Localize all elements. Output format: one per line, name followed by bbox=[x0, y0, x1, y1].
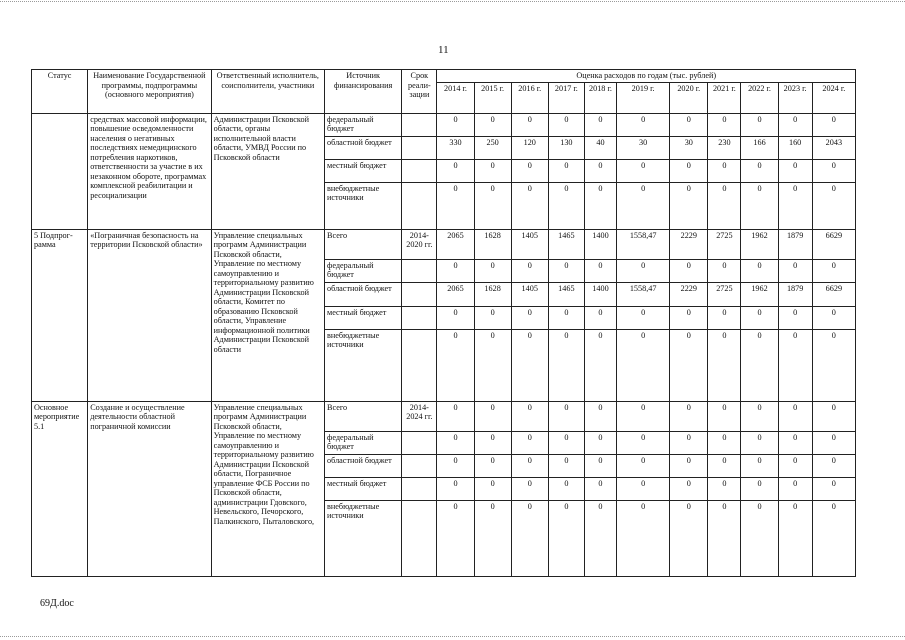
row-term bbox=[402, 182, 437, 229]
row-term bbox=[402, 259, 437, 282]
page-number: 11 bbox=[438, 44, 449, 56]
value-cell: 0 bbox=[812, 401, 855, 431]
value-cell: 1400 bbox=[584, 229, 616, 259]
value-cell: 0 bbox=[548, 113, 584, 136]
value-cell: 0 bbox=[474, 500, 511, 576]
header-year: 2020 г. bbox=[670, 82, 708, 113]
value-cell: 0 bbox=[708, 182, 741, 229]
value-cell: 0 bbox=[670, 477, 708, 500]
row-source: федеральный бюджет bbox=[325, 431, 402, 454]
value-cell: 0 bbox=[670, 454, 708, 477]
value-cell: 0 bbox=[437, 500, 474, 576]
row-name: Создание и осуществление деятельности областной пограничной комиссии bbox=[88, 401, 211, 576]
header-status: Статус bbox=[32, 70, 88, 114]
value-cell: 1405 bbox=[511, 229, 548, 259]
value-cell: 2229 bbox=[670, 229, 708, 259]
value-cell: 1879 bbox=[778, 229, 812, 259]
row-term bbox=[402, 113, 437, 136]
value-cell: 0 bbox=[548, 500, 584, 576]
value-cell: 0 bbox=[548, 454, 584, 477]
value-cell: 0 bbox=[548, 182, 584, 229]
value-cell: 130 bbox=[548, 136, 584, 159]
value-cell: 0 bbox=[670, 113, 708, 136]
value-cell: 0 bbox=[437, 259, 474, 282]
value-cell: 40 bbox=[584, 136, 616, 159]
value-cell: 0 bbox=[617, 113, 670, 136]
value-cell: 0 bbox=[812, 182, 855, 229]
header-year: 2022 г. bbox=[741, 82, 778, 113]
scan-bottom-edge bbox=[0, 636, 905, 637]
value-cell: 2229 bbox=[670, 282, 708, 306]
row-term bbox=[402, 500, 437, 576]
value-cell: 0 bbox=[584, 259, 616, 282]
value-cell: 2725 bbox=[708, 282, 741, 306]
value-cell: 0 bbox=[617, 329, 670, 401]
value-cell: 0 bbox=[670, 306, 708, 329]
value-cell: 0 bbox=[474, 182, 511, 229]
row-source: внебюджетные источники bbox=[325, 500, 402, 576]
row-status: 5 Подпрог-рамма bbox=[32, 229, 88, 401]
value-cell: 330 bbox=[437, 136, 474, 159]
value-cell: 1558,47 bbox=[617, 229, 670, 259]
value-cell: 0 bbox=[617, 182, 670, 229]
row-name: «Пограничная безопасность на территории Псковской области» bbox=[88, 229, 211, 401]
value-cell: 0 bbox=[741, 500, 778, 576]
row-source: областной бюджет bbox=[325, 136, 402, 159]
value-cell: 0 bbox=[812, 431, 855, 454]
value-cell: 0 bbox=[617, 431, 670, 454]
row-term bbox=[402, 136, 437, 159]
value-cell: 2065 bbox=[437, 229, 474, 259]
row-term bbox=[402, 329, 437, 401]
value-cell: 0 bbox=[708, 306, 741, 329]
value-cell: 0 bbox=[708, 401, 741, 431]
value-cell: 0 bbox=[617, 454, 670, 477]
value-cell: 0 bbox=[617, 259, 670, 282]
row-source: местный бюджет bbox=[325, 306, 402, 329]
value-cell: 0 bbox=[474, 159, 511, 182]
value-cell: 0 bbox=[670, 182, 708, 229]
header-year: 2015 г. bbox=[474, 82, 511, 113]
value-cell: 0 bbox=[778, 454, 812, 477]
row-source: местный бюджет bbox=[325, 159, 402, 182]
value-cell: 1962 bbox=[741, 282, 778, 306]
value-cell: 1405 bbox=[511, 282, 548, 306]
row-term bbox=[402, 282, 437, 306]
value-cell: 0 bbox=[617, 401, 670, 431]
value-cell: 30 bbox=[617, 136, 670, 159]
row-source: внебюджетные источники bbox=[325, 182, 402, 229]
value-cell: 0 bbox=[474, 477, 511, 500]
value-cell: 0 bbox=[548, 329, 584, 401]
row-term: 2014-2020 гг. bbox=[402, 229, 437, 259]
row-term bbox=[402, 431, 437, 454]
value-cell: 0 bbox=[708, 431, 741, 454]
value-cell: 0 bbox=[778, 182, 812, 229]
row-term bbox=[402, 454, 437, 477]
footer-filename: 69Д.doc bbox=[40, 598, 74, 609]
value-cell: 0 bbox=[741, 401, 778, 431]
value-cell: 0 bbox=[812, 477, 855, 500]
value-cell: 0 bbox=[741, 477, 778, 500]
value-cell: 0 bbox=[741, 431, 778, 454]
value-cell: 0 bbox=[778, 159, 812, 182]
value-cell: 0 bbox=[708, 329, 741, 401]
header-year: 2016 г. bbox=[511, 82, 548, 113]
value-cell: 0 bbox=[670, 431, 708, 454]
value-cell: 0 bbox=[437, 329, 474, 401]
value-cell: 0 bbox=[812, 329, 855, 401]
row-source: Всего bbox=[325, 229, 402, 259]
value-cell: 1558,47 bbox=[617, 282, 670, 306]
value-cell: 0 bbox=[812, 306, 855, 329]
value-cell: 0 bbox=[708, 113, 741, 136]
row-source: областной бюджет bbox=[325, 454, 402, 477]
row-source: внебюджетные источники bbox=[325, 329, 402, 401]
row-executor: Управление специальных программ Администрации Псковской области, Управление по местному самоуправлению и территориальному развитию Администрации Псковской области, Комитет по образованию Псковской области, Управление информационной политики Администрации Псковской области bbox=[211, 229, 324, 401]
header-executor: Ответственный исполнитель, соисполнители, участники bbox=[211, 70, 324, 114]
value-cell: 0 bbox=[474, 259, 511, 282]
value-cell: 250 bbox=[474, 136, 511, 159]
header-term: Срок реали-зации bbox=[402, 70, 437, 114]
value-cell: 0 bbox=[548, 306, 584, 329]
row-term: 2014-2024 гг. bbox=[402, 401, 437, 431]
value-cell: 0 bbox=[437, 477, 474, 500]
scan-top-edge bbox=[0, 1, 905, 2]
table-row bbox=[32, 113, 856, 136]
value-cell: 0 bbox=[584, 159, 616, 182]
value-cell: 0 bbox=[584, 401, 616, 431]
row-name: средствах массовой информации, повышение осведомленности населения о негативных последствиях немедицинского потребления наркотиков, ответственности за участие в их незаконном обороте, программах комплексной реабилитации и ресоциализации bbox=[88, 113, 211, 229]
value-cell: 0 bbox=[812, 113, 855, 136]
value-cell: 0 bbox=[584, 113, 616, 136]
value-cell: 0 bbox=[437, 159, 474, 182]
value-cell: 0 bbox=[584, 306, 616, 329]
value-cell: 2725 bbox=[708, 229, 741, 259]
value-cell: 0 bbox=[437, 306, 474, 329]
value-cell: 0 bbox=[708, 454, 741, 477]
value-cell: 0 bbox=[741, 454, 778, 477]
value-cell: 0 bbox=[474, 454, 511, 477]
header-year: 2021 г. bbox=[708, 82, 741, 113]
value-cell: 0 bbox=[812, 159, 855, 182]
value-cell: 0 bbox=[511, 113, 548, 136]
value-cell: 0 bbox=[741, 259, 778, 282]
value-cell: 0 bbox=[778, 477, 812, 500]
table-row bbox=[32, 229, 856, 259]
row-executor: Администрации Псковской области, органы исполнительной власти области, УМВД России по Псковской области bbox=[211, 113, 324, 229]
value-cell: 0 bbox=[548, 159, 584, 182]
header-year: 2014 г. bbox=[437, 82, 474, 113]
header-year: 2019 г. bbox=[617, 82, 670, 113]
value-cell: 0 bbox=[584, 431, 616, 454]
header-estimate: Оценка расходов по годам (тыс. рублей) bbox=[437, 70, 856, 83]
value-cell: 6629 bbox=[812, 282, 855, 306]
value-cell: 1879 bbox=[778, 282, 812, 306]
value-cell: 1465 bbox=[548, 282, 584, 306]
value-cell: 0 bbox=[778, 401, 812, 431]
value-cell: 0 bbox=[474, 306, 511, 329]
value-cell: 0 bbox=[584, 182, 616, 229]
value-cell: 0 bbox=[474, 329, 511, 401]
value-cell: 0 bbox=[708, 159, 741, 182]
value-cell: 0 bbox=[584, 477, 616, 500]
expenses-table bbox=[31, 69, 856, 577]
value-cell: 0 bbox=[474, 113, 511, 136]
value-cell: 0 bbox=[812, 259, 855, 282]
value-cell: 0 bbox=[437, 454, 474, 477]
row-executor: Управление специальных программ Администрации Псковской области, Управление по местному самоуправлению и территориальному развитию Администрации Псковской области, Пограничное управление ФСБ России по Псковской области, администрации Гдовского, Невельского, Печорского, Палкинского, Пыталовского, bbox=[211, 401, 324, 576]
value-cell: 0 bbox=[812, 454, 855, 477]
value-cell: 0 bbox=[584, 454, 616, 477]
header-row-1 bbox=[32, 70, 856, 83]
value-cell: 0 bbox=[437, 182, 474, 229]
value-cell: 0 bbox=[437, 431, 474, 454]
value-cell: 6629 bbox=[812, 229, 855, 259]
header-year: 2018 г. bbox=[584, 82, 616, 113]
value-cell: 0 bbox=[778, 113, 812, 136]
value-cell: 0 bbox=[778, 259, 812, 282]
value-cell: 1962 bbox=[741, 229, 778, 259]
value-cell: 0 bbox=[778, 500, 812, 576]
value-cell: 230 bbox=[708, 136, 741, 159]
value-cell: 0 bbox=[511, 259, 548, 282]
row-source: федеральный бюджет bbox=[325, 113, 402, 136]
value-cell: 160 bbox=[778, 136, 812, 159]
value-cell: 0 bbox=[670, 329, 708, 401]
row-source: Всего bbox=[325, 401, 402, 431]
value-cell: 0 bbox=[511, 159, 548, 182]
value-cell: 0 bbox=[617, 159, 670, 182]
value-cell: 0 bbox=[511, 477, 548, 500]
row-status bbox=[32, 113, 88, 229]
value-cell: 0 bbox=[741, 113, 778, 136]
value-cell: 0 bbox=[741, 159, 778, 182]
value-cell: 0 bbox=[511, 329, 548, 401]
row-source: федеральный бюджет bbox=[325, 259, 402, 282]
header-year: 2017 г. bbox=[548, 82, 584, 113]
value-cell: 0 bbox=[670, 500, 708, 576]
value-cell: 0 bbox=[584, 329, 616, 401]
value-cell: 166 bbox=[741, 136, 778, 159]
value-cell: 0 bbox=[511, 182, 548, 229]
value-cell: 2043 bbox=[812, 136, 855, 159]
value-cell: 1465 bbox=[548, 229, 584, 259]
value-cell: 0 bbox=[670, 259, 708, 282]
header-year: 2023 г. bbox=[778, 82, 812, 113]
value-cell: 0 bbox=[778, 329, 812, 401]
row-status: Основное мероприятие 5.1 bbox=[32, 401, 88, 576]
row-source: местный бюджет bbox=[325, 477, 402, 500]
value-cell: 0 bbox=[708, 477, 741, 500]
value-cell: 1628 bbox=[474, 282, 511, 306]
value-cell: 1628 bbox=[474, 229, 511, 259]
value-cell: 0 bbox=[548, 431, 584, 454]
value-cell: 0 bbox=[617, 500, 670, 576]
value-cell: 0 bbox=[812, 500, 855, 576]
value-cell: 0 bbox=[617, 306, 670, 329]
value-cell: 0 bbox=[778, 306, 812, 329]
value-cell: 0 bbox=[708, 500, 741, 576]
value-cell: 0 bbox=[778, 431, 812, 454]
value-cell: 120 bbox=[511, 136, 548, 159]
value-cell: 0 bbox=[548, 259, 584, 282]
row-term bbox=[402, 477, 437, 500]
value-cell: 0 bbox=[437, 401, 474, 431]
value-cell: 0 bbox=[617, 477, 670, 500]
value-cell: 0 bbox=[708, 259, 741, 282]
value-cell: 0 bbox=[474, 431, 511, 454]
row-term bbox=[402, 159, 437, 182]
value-cell: 1400 bbox=[584, 282, 616, 306]
value-cell: 0 bbox=[741, 182, 778, 229]
header-name: Наименование Государственной программы, подпрограммы (основного мероприятия) bbox=[88, 70, 211, 114]
value-cell: 0 bbox=[584, 500, 616, 576]
value-cell: 0 bbox=[437, 113, 474, 136]
value-cell: 0 bbox=[474, 401, 511, 431]
value-cell: 30 bbox=[670, 136, 708, 159]
value-cell: 0 bbox=[511, 306, 548, 329]
value-cell: 0 bbox=[741, 306, 778, 329]
value-cell: 0 bbox=[511, 454, 548, 477]
value-cell: 0 bbox=[548, 401, 584, 431]
row-term bbox=[402, 306, 437, 329]
header-year: 2024 г. bbox=[812, 82, 855, 113]
value-cell: 0 bbox=[511, 401, 548, 431]
row-source: областной бюджет bbox=[325, 282, 402, 306]
value-cell: 0 bbox=[511, 431, 548, 454]
value-cell: 2065 bbox=[437, 282, 474, 306]
header-source: Источник финансирования bbox=[325, 70, 402, 114]
value-cell: 0 bbox=[741, 329, 778, 401]
value-cell: 0 bbox=[548, 477, 584, 500]
value-cell: 0 bbox=[670, 159, 708, 182]
value-cell: 0 bbox=[511, 500, 548, 576]
value-cell: 0 bbox=[670, 401, 708, 431]
table-row bbox=[32, 401, 856, 431]
